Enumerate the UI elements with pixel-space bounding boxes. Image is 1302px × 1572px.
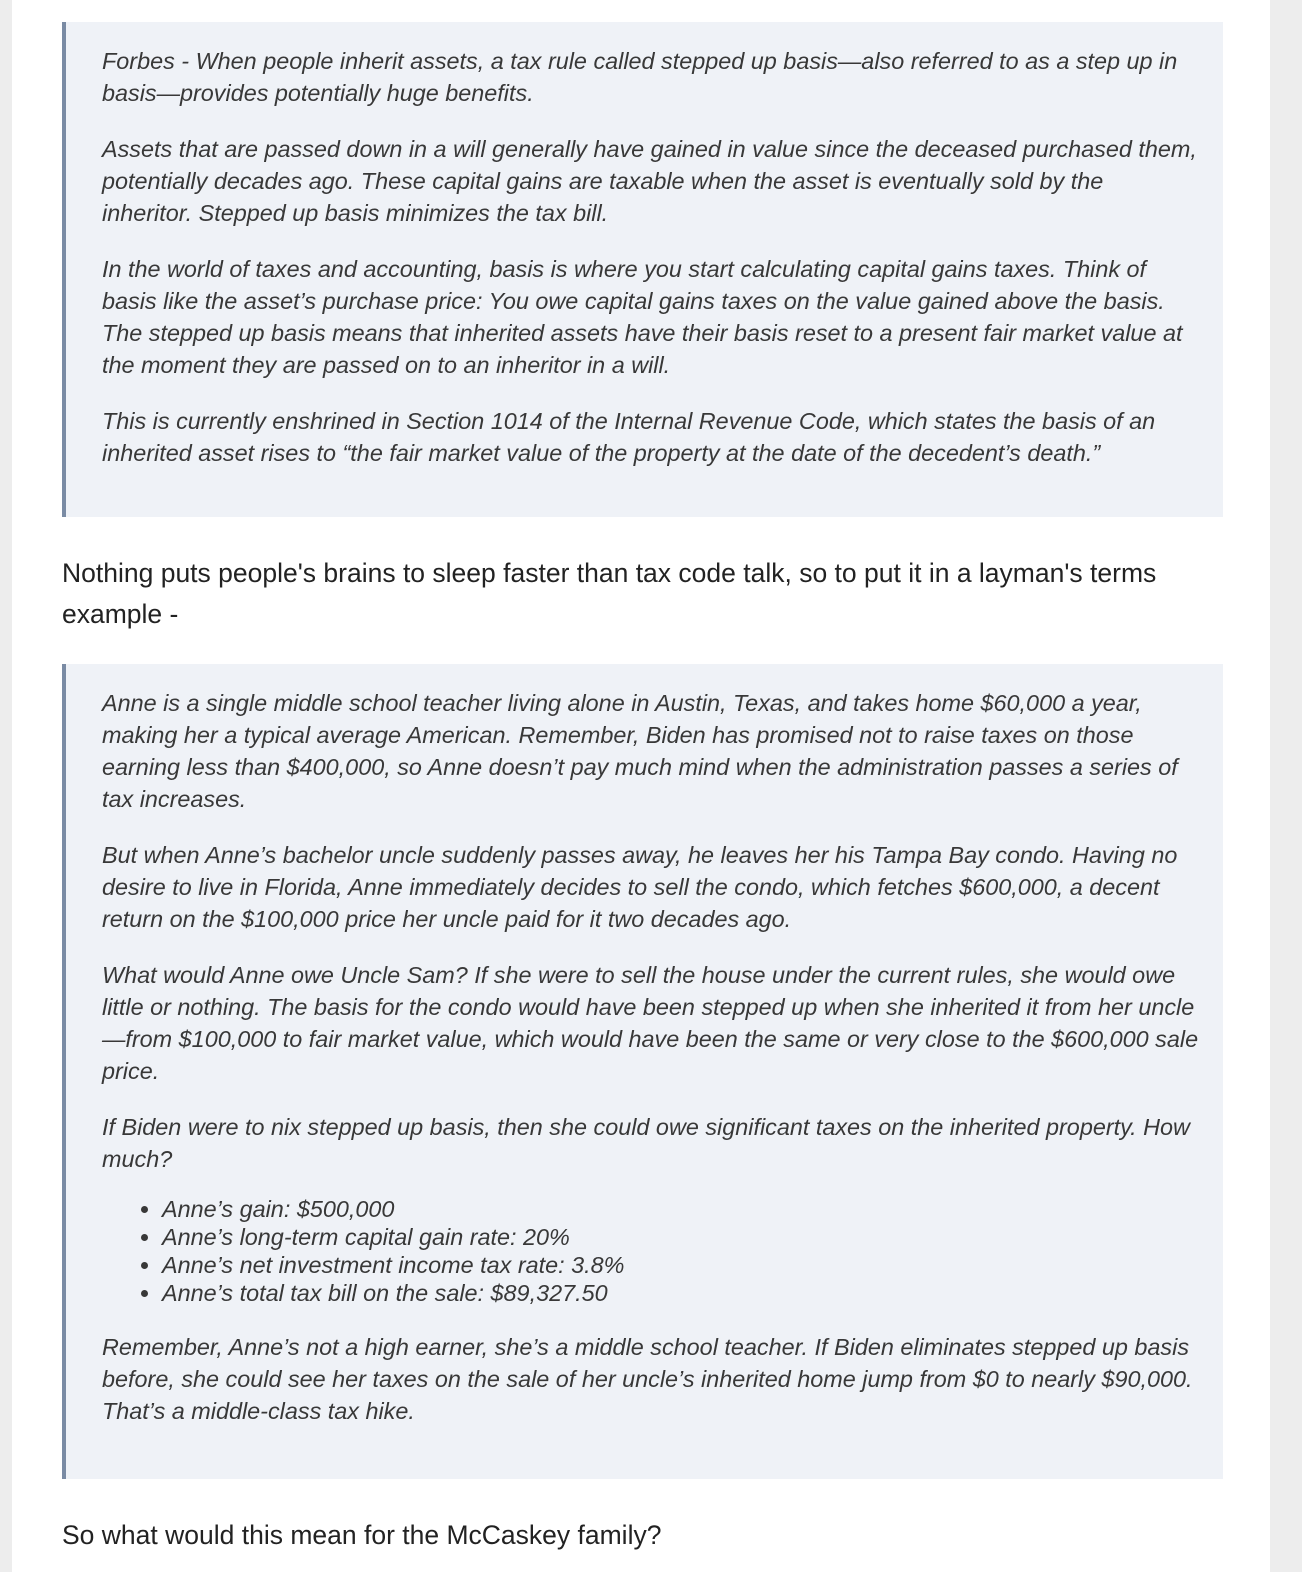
tax-breakdown-list [102, 1195, 1199, 1307]
quote-paragraph: In the world of taxes and accounting, basis is where you start calculating capital gains taxes. Think of basis like the asset’s purchase price: You owe capital gains taxes on the value gained above the basis. The stepped up basis means that inherited assets have their basis reset to a present fair market value at the moment they are passed on to an inheritor in a will. [102, 256, 1183, 378]
article-page [12, 0, 1270, 1572]
quote-paragraph: Forbes - When people inherit assets, a tax rule called stepped up basis—also referred to as a step up in basis—provides potentially huge benefits. [102, 48, 1178, 106]
quote-paragraph: Anne is a single middle school teacher living alone in Austin, Texas, and takes home $60,000 a year, making her a typical average American. Remember, Biden has promised not to raise taxes on those earning less than $400,000, so Anne doesn’t pay much mind when the administration passes a series of tax increases. [102, 690, 1178, 812]
list-item: • Anne’s total tax bill on the sale: $89,327.50 [162, 1279, 1199, 1307]
quote-paragraph: But when Anne’s bachelor uncle suddenly passes away, he leaves her his Tampa Bay condo. Having no desire to live in Florida, Anne immediately decides to sell the condo, which fetches $600,000, a decent return on the $100,000 price her uncle paid for it two decades ago. [102, 842, 1178, 932]
list-item: • Anne’s long-term capital gain rate: 20% [162, 1223, 1199, 1251]
quote-paragraph: Remember, Anne’s not a high earner, she’s a middle school teacher. If Biden eliminates stepped up basis before, she could see her taxes on the sale of her uncle’s inherited home jump from $0 to nearly $90,000. That’s a middle-class tax hike. [102, 1334, 1193, 1424]
quote-paragraph: Assets that are passed down in a will generally have gained in value since the deceased purchased them, potentially decades ago. These capital gains are taxable when the asset is eventually sold by the inheritor. Stepped up basis minimizes the tax bill. [102, 136, 1197, 226]
body-paragraph-question: So what would this mean for the McCaskey family? [62, 1520, 662, 1550]
quote-paragraph: What would Anne owe Uncle Sam? If she were to sell the house under the current rules, she would owe little or nothing. The basis for the condo would have been stepped up when she inherited it from her uncle—from $100,000 to fair market value, which would have been the same or very close to the $600,000 sale price. [102, 962, 1199, 1084]
list-item: • Anne’s net investment income tax rate: 3.8% [162, 1251, 1199, 1279]
quote-paragraph: This is currently enshrined in Section 1014 of the Internal Revenue Code, which states the basis of an inherited asset rises to “the fair market value of the property at the date of the decedent’s death.” [102, 408, 1156, 466]
example-blockquote [62, 664, 1223, 1479]
list-item: • Anne’s gain: $500,000 [162, 1195, 1199, 1223]
body-paragraph-intro: Nothing puts people's brains to sleep faster than tax code talk, so to put it in a layman's terms example - [62, 558, 1157, 629]
forbes-blockquote [62, 22, 1223, 517]
quote-paragraph: If Biden were to nix stepped up basis, then she could owe significant taxes on the inherited property. How much? [102, 1114, 1190, 1172]
